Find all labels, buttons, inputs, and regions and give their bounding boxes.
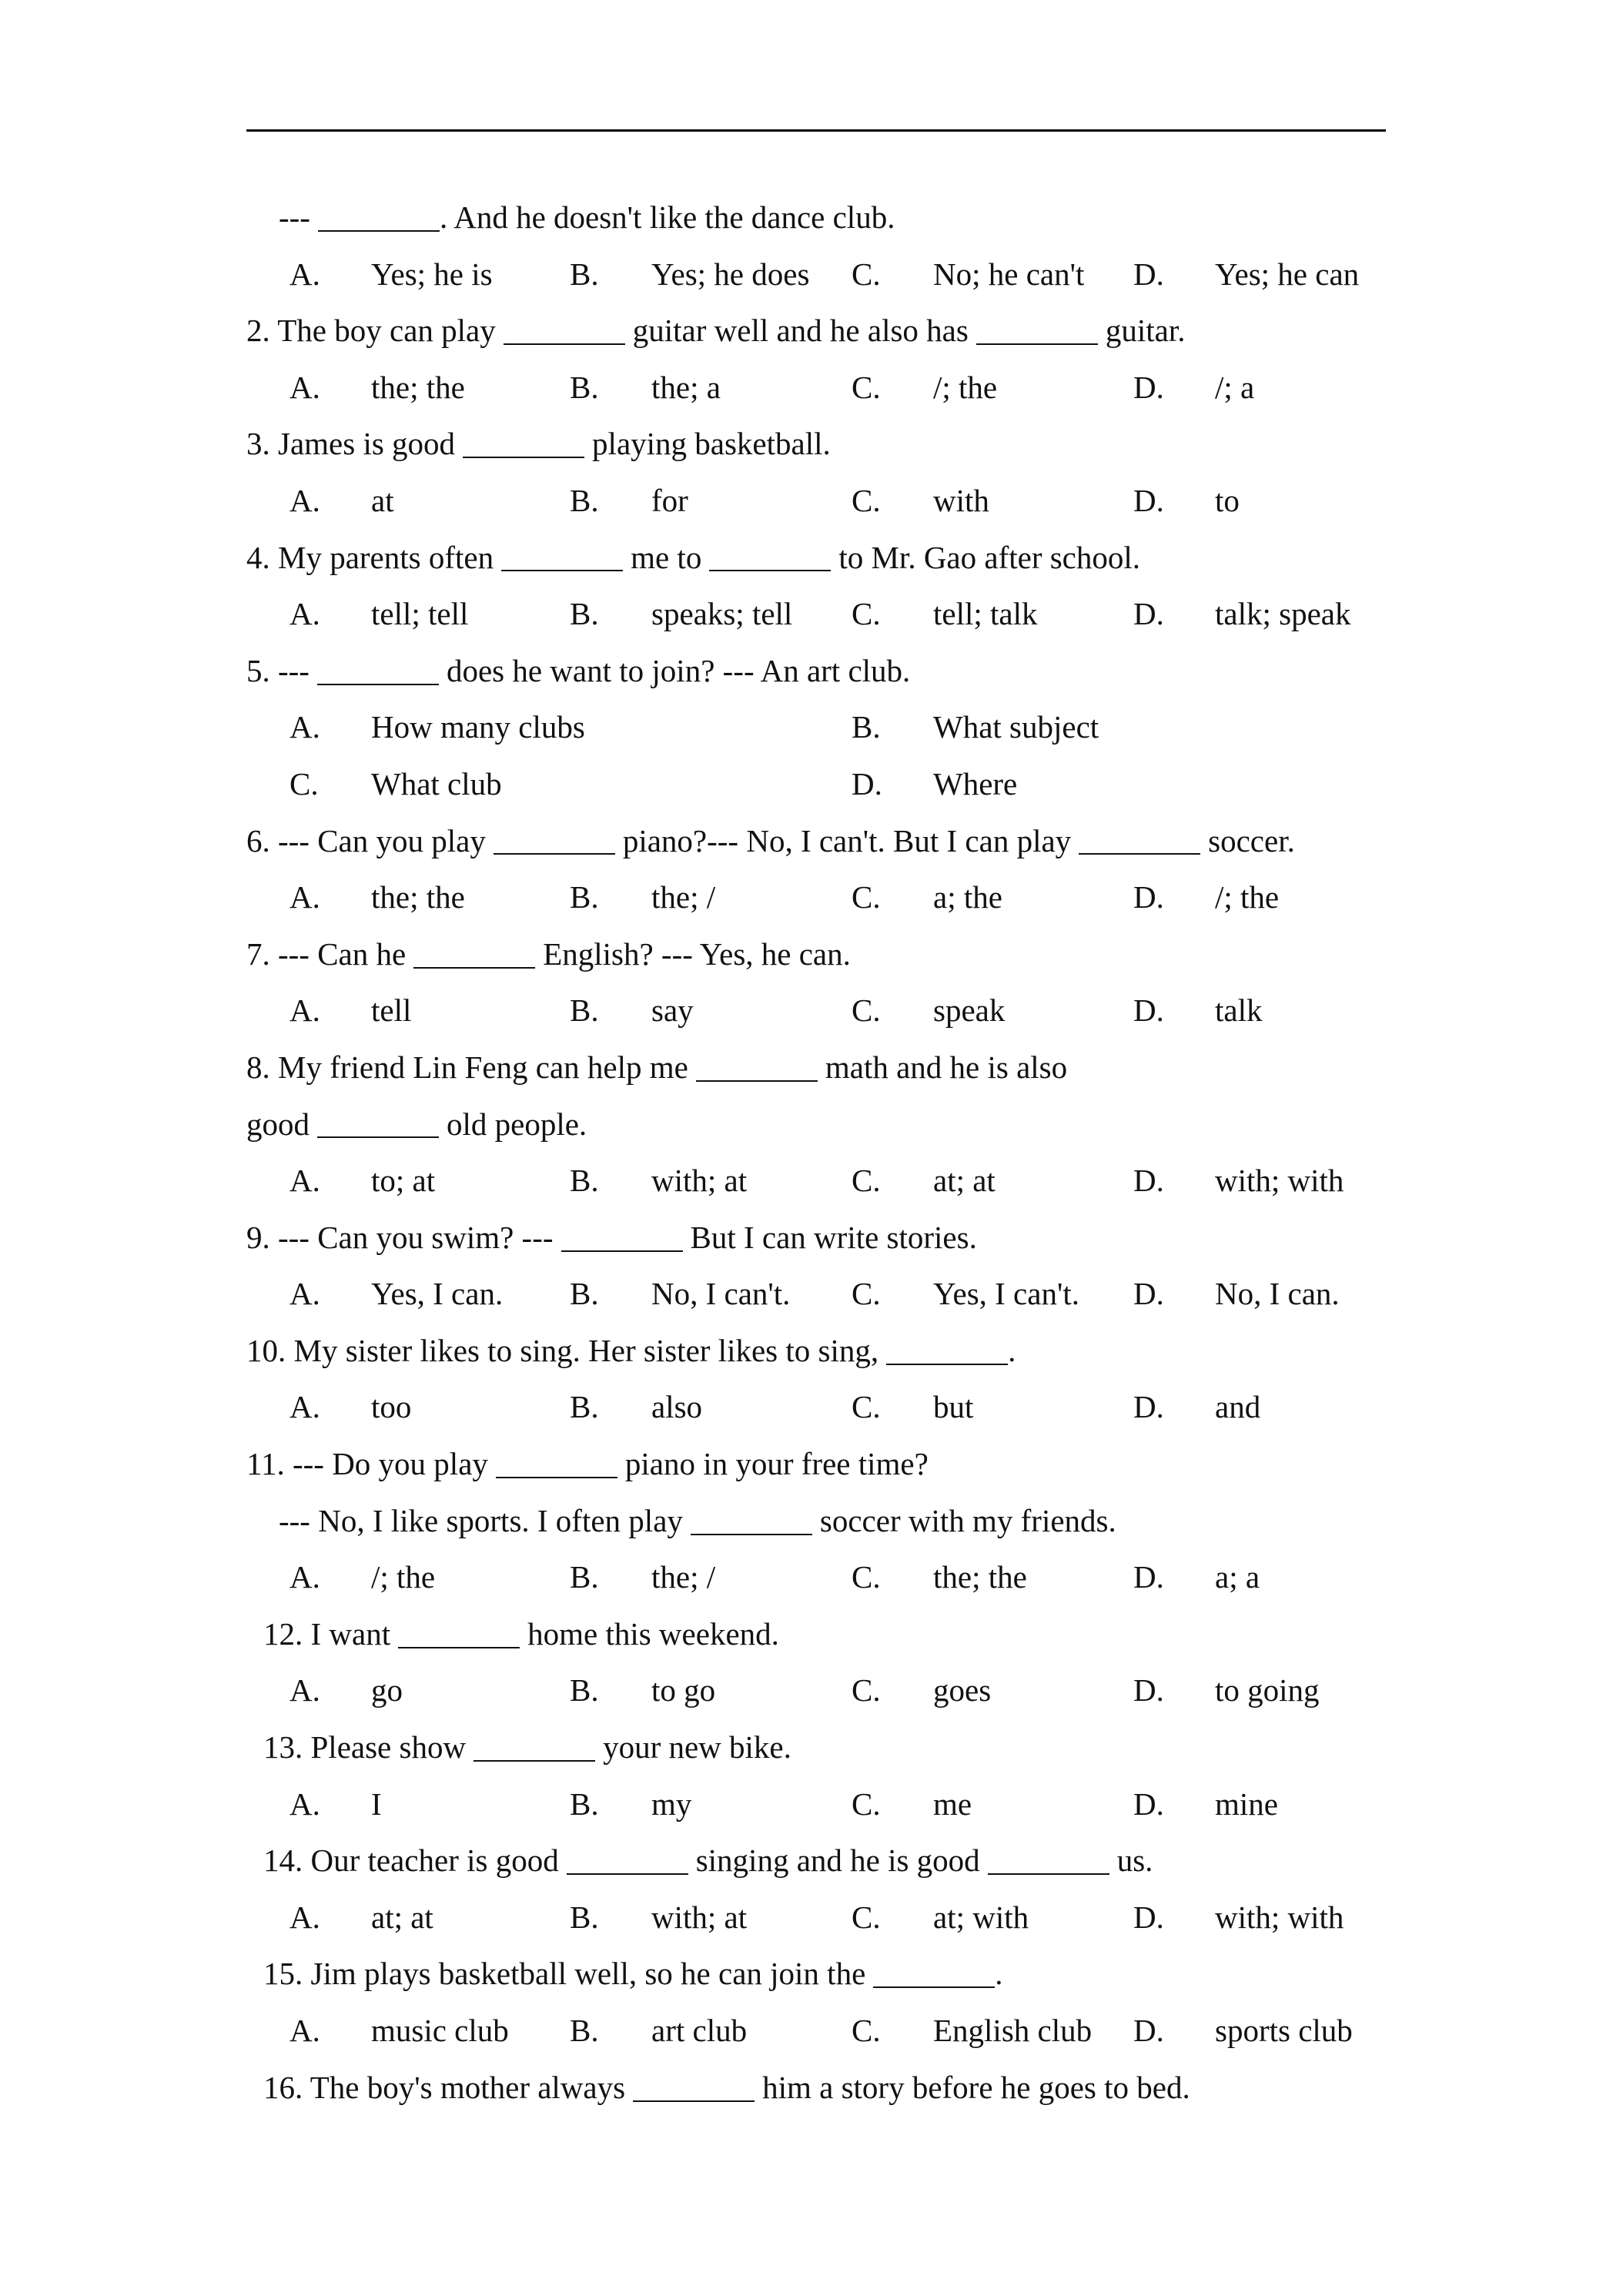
option-text: with; at [651,1899,748,1935]
question-text: your new bike. [603,1729,791,1766]
option-text: at; at [933,1163,996,1199]
option-letter: D. [1133,596,1164,632]
option-letter: C. [852,2013,881,2048]
option-text: at [371,482,394,518]
option-letter: B. [570,369,599,405]
option-letter: B. [570,256,599,292]
option-letter: C. [852,1163,881,1199]
option-text: to going [1215,1672,1320,1709]
option-text: and [1215,1389,1261,1425]
option-text: I [371,1786,382,1822]
answer-blank [413,935,535,969]
options-row [246,1153,1401,1210]
option-text: art club [651,2013,748,2048]
option-text: with; with [1215,1899,1344,1935]
option-letter: A. [289,596,320,632]
option-letter: C. [289,765,319,802]
answer-blank [988,1842,1109,1875]
option-letter: D. [1133,879,1164,915]
option-letter: C. [852,1672,881,1709]
option-text: /; the [371,1559,436,1595]
option-letter: A. [289,1559,320,1595]
option-text: talk [1215,992,1263,1029]
option-text: No, I can't. [651,1276,791,1312]
question-text: math and he is also [825,1049,1068,1085]
answer-blank [691,1502,812,1535]
option-text: to go [651,1672,716,1709]
question-line [246,1210,1401,1267]
options-row [246,246,1401,303]
answer-blank [709,538,831,571]
question-line [246,1719,1401,1776]
option-letter: A. [289,482,320,518]
option-text: me [933,1786,972,1822]
question-line [246,1832,1401,1889]
question-line [246,1323,1401,1380]
option-letter: A. [289,369,320,405]
question-text: 15. Jim plays basketball well, so he can join the [263,1956,866,1992]
options-row [246,1889,1401,1946]
answer-blank [873,1955,995,1988]
option-text: the; the [371,369,465,405]
option-text: the; / [651,879,716,915]
question-line [246,2060,1401,2117]
question-text: home this weekend. [527,1615,779,1652]
answer-blank [398,1615,520,1648]
option-text: but [933,1389,974,1425]
option-letter: C. [852,1276,881,1312]
question-text: --- No, I like sports. I often play [279,1502,683,1538]
question-text: playing basketball. [592,426,831,462]
option-letter: B. [570,1389,599,1425]
question-text: . And he doesn't like the dance club. [439,199,895,235]
option-letter: B. [570,1899,599,1935]
answer-blank [567,1842,688,1875]
option-letter: C. [852,1389,881,1425]
option-text: for [651,482,688,518]
option-letter: C. [852,369,881,405]
question-line [246,416,1401,473]
option-text: goes [933,1672,992,1709]
option-letter: B. [570,1672,599,1709]
option-text: mine [1215,1786,1278,1822]
option-letter: C. [852,992,881,1029]
question-line [246,813,1401,870]
option-text: the; the [933,1559,1027,1595]
option-text: too [371,1389,412,1425]
question-line [246,1096,1401,1153]
option-text: at; at [371,1899,433,1935]
answer-blank [976,312,1098,345]
options-row [246,1266,1401,1323]
option-text: sports club [1215,2013,1353,2048]
option-text: the; the [371,879,465,915]
question-line [246,1039,1401,1096]
question-text: 2. The boy can play [246,313,496,349]
option-text: /; the [933,369,998,405]
answer-blank [501,538,623,571]
options-row [246,756,1401,813]
option-text: Where [933,765,1018,802]
option-text: No; he can't [933,256,1085,292]
option-text: at; with [933,1899,1029,1935]
question-text: singing and he is good [695,1842,980,1879]
option-text: tell [371,992,412,1029]
answer-blank [633,2069,755,2102]
option-letter: D. [852,765,882,802]
question-text: 8. My friend Lin Feng can help me [246,1049,688,1085]
question-text: piano?--- No, I can't. But I can play [622,822,1072,858]
option-letter: B. [570,596,599,632]
question-text: old people. [447,1106,587,1142]
question-text: 11. --- Do you play [246,1446,488,1482]
header-rule [246,129,1386,132]
options-row [246,1379,1401,1436]
question-line [246,1493,1401,1550]
option-letter: D. [1133,2013,1164,2048]
question-text: guitar. [1105,313,1186,349]
option-letter: A. [289,1786,320,1822]
question-text: 5. --- [246,652,310,688]
question-line [246,1436,1401,1493]
option-letter: B. [570,1276,599,1312]
option-text: What subject [933,709,1099,745]
option-text: English club [933,2013,1093,2048]
question-text: 10. My sister likes to sing. Her sister likes to sing, [246,1332,879,1368]
question-line [246,303,1401,360]
question-line [246,1606,1401,1663]
option-text: speak [933,992,1006,1029]
question-line [246,1946,1401,2003]
question-list [246,189,1401,2116]
question-text: soccer. [1208,822,1295,858]
option-text: music club [371,2013,509,2048]
option-text: Yes; he can [1215,256,1360,292]
option-letter: C. [852,256,881,292]
question-text: 7. --- Can he [246,935,407,972]
option-letter: C. [852,596,881,632]
option-letter: C. [852,1559,881,1595]
question-text: guitar well and he also has [632,313,969,349]
question-text: 6. --- Can you play [246,822,486,858]
option-letter: A. [289,879,320,915]
option-letter: D. [1133,482,1164,518]
option-text: a; a [1215,1559,1260,1595]
options-row [246,360,1401,417]
option-letter: D. [1133,1389,1164,1425]
options-row [246,473,1401,530]
option-text: Yes; he does [651,256,810,292]
question-text: 13. Please show [263,1729,467,1766]
option-text: talk; speak [1215,596,1351,632]
option-letter: D. [1133,1672,1164,1709]
option-text: the; a [651,369,721,405]
option-text: Yes, I can't. [933,1276,1079,1312]
answer-blank [886,1332,1008,1365]
option-text: with; at [651,1163,748,1199]
question-text: 16. The boy's mother always [263,2069,626,2105]
option-text: How many clubs [371,709,585,745]
option-letter: D. [1133,1786,1164,1822]
option-letter: A. [289,1389,320,1425]
question-text: piano in your free time? [624,1446,929,1482]
option-letter: C. [852,1899,881,1935]
question-text: him a story before he goes to bed. [762,2069,1190,2105]
option-letter: B. [570,1559,599,1595]
question-line [246,189,1401,246]
option-letter: C. [852,482,881,518]
option-text: Yes, I can. [371,1276,504,1312]
question-text: 12. I want [263,1615,391,1652]
options-row [246,1549,1401,1606]
options-row [246,869,1401,926]
option-text: a; the [933,879,1002,915]
option-text: my [651,1786,692,1822]
option-text: with; with [1215,1163,1344,1199]
option-text: the; / [651,1559,716,1595]
question-text: But I can write stories. [690,1219,977,1255]
option-letter: A. [289,1899,320,1935]
option-text: No, I can. [1215,1276,1340,1312]
question-text: . [1008,1332,1016,1368]
option-text: go [371,1672,403,1709]
option-letter: C. [852,1786,881,1822]
option-text: speaks; tell [651,596,793,632]
option-text: also [651,1389,703,1425]
answer-blank [496,1445,617,1478]
question-text: 9. --- Can you swim? --- [246,1219,554,1255]
question-text: 14. Our teacher is good [263,1842,559,1879]
question-line [246,926,1401,983]
option-letter: B. [570,482,599,518]
answer-blank [463,425,584,458]
options-row [246,1776,1401,1833]
question-text: me to [631,539,702,575]
question-text: 4. My parents often [246,539,494,575]
option-letter: B. [570,992,599,1029]
question-text: soccer with my friends. [819,1502,1116,1538]
question-text: . [995,1956,1003,1992]
question-text: good [246,1106,310,1142]
answer-blank [504,312,625,345]
answer-blank [317,652,439,685]
option-text: with [933,482,989,518]
option-text: to; at [371,1163,436,1199]
option-letter: D. [1133,1899,1164,1935]
option-letter: A. [289,2013,320,2048]
option-letter: D. [1133,992,1164,1029]
option-letter: A. [289,992,320,1029]
option-text: Yes; he is [371,256,493,292]
option-letter: C. [852,879,881,915]
option-letter: A. [289,256,320,292]
option-text: say [651,992,694,1029]
question-line [246,643,1401,700]
question-text: does he want to join? --- An art club. [446,652,911,688]
answer-blank [561,1219,683,1252]
answer-blank [494,822,615,855]
option-text: tell; talk [933,596,1038,632]
question-text: to Mr. Gao after school. [838,539,1141,575]
option-letter: B. [570,2013,599,2048]
option-letter: D. [1133,256,1164,292]
options-row [246,982,1401,1039]
question-text: us. [1116,1842,1153,1879]
option-text: What club [371,765,502,802]
question-text: --- [279,199,310,235]
option-letter: B. [852,709,881,745]
option-letter: A. [289,1163,320,1199]
answer-blank [317,1105,439,1138]
option-letter: B. [570,1786,599,1822]
option-letter: A. [289,1672,320,1709]
question-line [246,530,1401,587]
question-text: 3. James is good [246,426,456,462]
option-letter: D. [1133,1276,1164,1312]
option-letter: D. [1133,1559,1164,1595]
question-text: English? --- Yes, he can. [543,935,851,972]
option-letter: A. [289,1276,320,1312]
option-letter: A. [289,709,320,745]
answer-blank [318,199,440,232]
option-letter: B. [570,879,599,915]
option-letter: D. [1133,369,1164,405]
answer-blank [474,1729,595,1762]
option-text: /; a [1215,369,1255,405]
options-row [246,1662,1401,1719]
options-row [246,2003,1401,2060]
options-row [246,586,1401,643]
option-text: tell; tell [371,596,469,632]
answer-blank [1079,822,1200,855]
answer-blank [696,1049,818,1082]
option-text: /; the [1215,879,1280,915]
option-letter: B. [570,1163,599,1199]
option-letter: D. [1133,1163,1164,1199]
options-row [246,699,1401,756]
option-text: to [1215,482,1240,518]
